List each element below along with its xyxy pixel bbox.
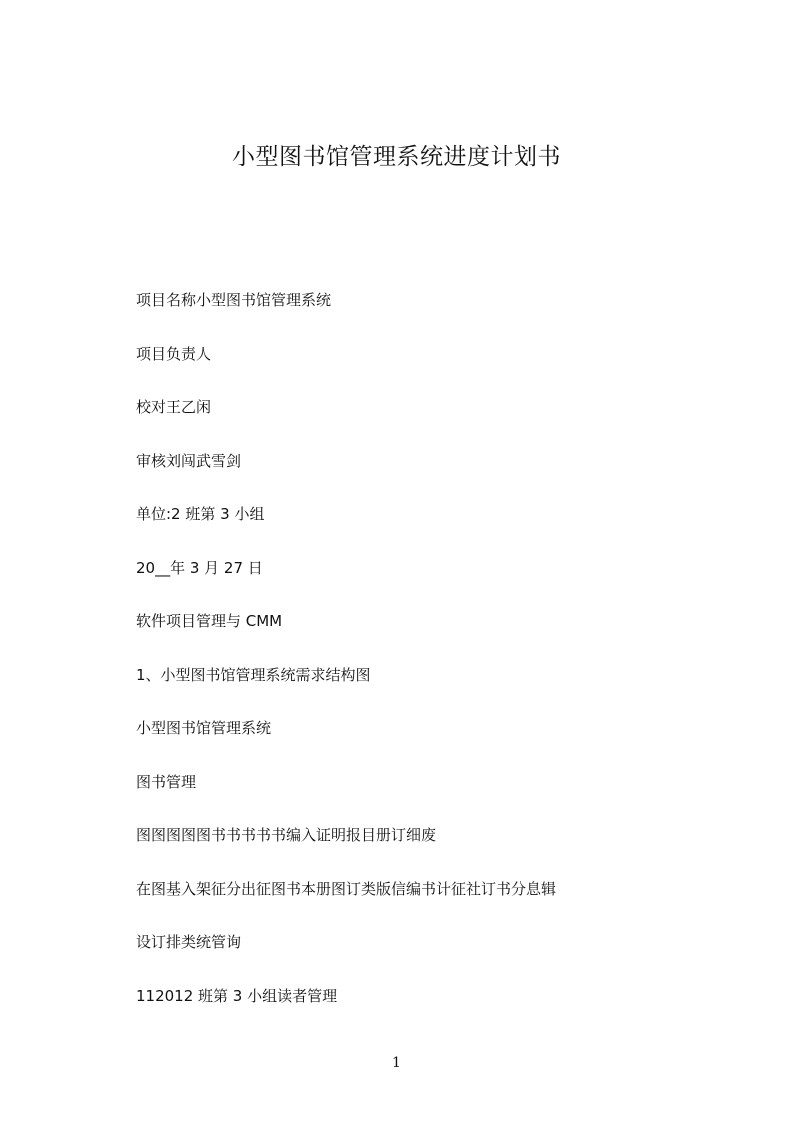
reader-management-line: 112012 班第 3 小组读者管理 — [136, 986, 338, 1005]
structure-items-line-1: 图图图图图书书书书书编入证明报目册订细废 — [136, 826, 437, 844]
structure-root-line: 小型图书馆管理系统 — [136, 719, 272, 737]
project-lead-line: 项目负责人 — [136, 344, 212, 363]
reviewer-line: 审核刘闯武雪剑 — [136, 451, 242, 470]
structure-items-line-2: 在图基入架征分出征图书本册图订类版信编书计征社订书分息辑 — [136, 879, 557, 898]
course-line: 软件项目管理与 CMM — [136, 612, 283, 630]
structure-items-line-3: 设订排类统管询 — [136, 933, 242, 951]
document-body — [136, 289, 736, 1038]
structure-module-line: 图书管理 — [136, 772, 197, 791]
proofreader-line: 校对王乙闲 — [136, 398, 212, 416]
unit-line: 单位:2 班第 3 小组 — [136, 505, 265, 523]
page-number: 1 — [392, 1055, 401, 1071]
section-heading: 1、小型图书馆管理系统需求结构图 — [136, 665, 371, 684]
document-title: 小型图书馆管理系统进度计划书 — [232, 144, 561, 170]
project-name-line: 项目名称小型图书馆管理系统 — [136, 291, 332, 309]
date-line: 20__年 3 月 27 日 — [136, 558, 263, 577]
